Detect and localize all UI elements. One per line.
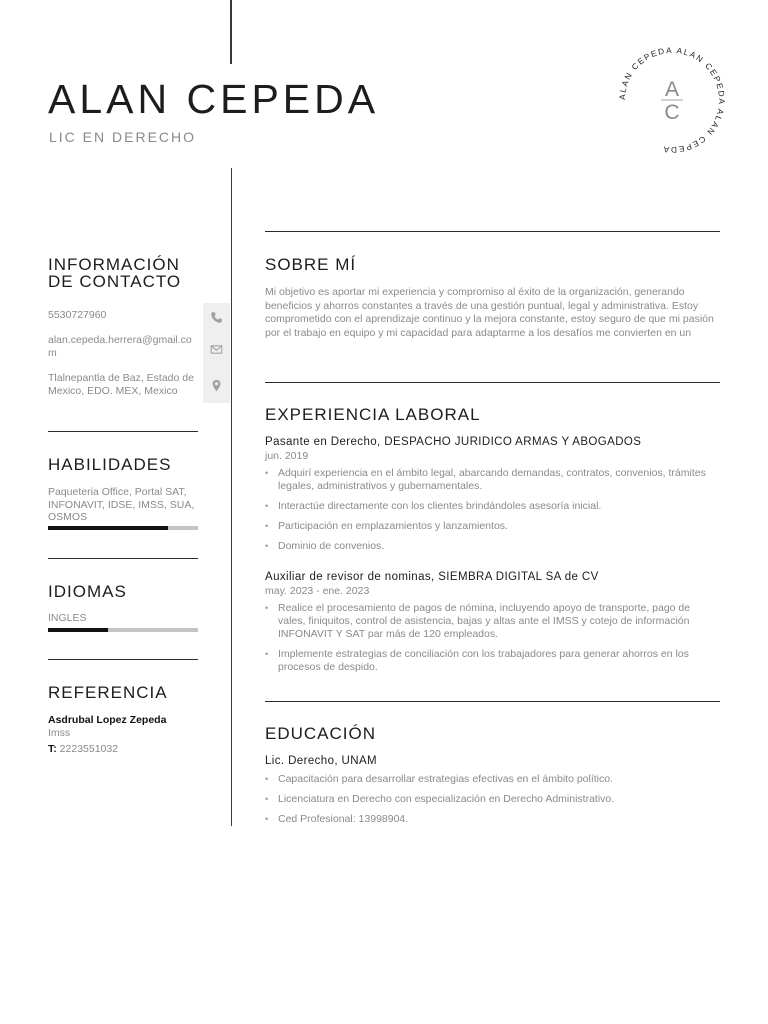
job-bullet: • Interactúe directamente con los clientes brindándoles asesoría inicial. <box>265 500 720 513</box>
experience-heading: EXPERIENCIA LABORAL <box>265 405 481 424</box>
main-divider <box>265 231 720 232</box>
languages-heading: IDIOMAS <box>48 582 127 601</box>
contact-phone-row <box>48 303 230 331</box>
resume-title: LIC EN DERECHO <box>49 129 197 145</box>
job-bullet: • Implemente estrategias de conciliación con los trabajadores para generar ahorros en los procesos de despido. <box>265 648 720 674</box>
monogram-letter-top: A <box>664 78 680 101</box>
contact-heading <box>48 256 181 290</box>
contact-address-row <box>48 367 230 403</box>
language-level-fill <box>48 628 108 632</box>
main-divider <box>265 382 720 383</box>
reference-phone-label: T: <box>48 743 57 755</box>
phone-icon <box>203 303 230 331</box>
education-bullet: • Ced Profesional: 13998904. <box>265 813 720 826</box>
language-label: INGLES <box>48 612 87 624</box>
skill-level-bar <box>48 526 198 530</box>
reference-phone[interactable]: 2223551032 <box>59 743 119 755</box>
job-date: jun. 2019 <box>265 450 309 462</box>
contact-heading-line1: INFORMACIÓN <box>48 255 180 274</box>
contact-phone[interactable]: 5530727960 <box>48 309 107 321</box>
about-heading: SOBRE MÍ <box>265 255 357 274</box>
job-date: may. 2023 - ene. 2023 <box>265 585 370 597</box>
job-bullet: • Adquirí experiencia en el ámbito legal, abarcando demandas, contratos, convenios, trámites legales, administrativos y gubernamentales. <box>265 467 720 493</box>
education-bullet: • Licenciatura en Derecho con especialización en Derecho Administrativo. <box>265 793 720 806</box>
monogram-ring-text: ALAN CEPEDA ALAN CEPEDA ALAN CEPEDA <box>617 45 727 155</box>
education-degree: Lic. Derecho, UNAM <box>265 755 378 767</box>
location-pin-icon <box>203 367 230 403</box>
monogram-seal-graphic <box>612 40 732 160</box>
sidebar-divider <box>48 659 198 660</box>
mail-icon <box>203 331 230 367</box>
contact-email-row <box>48 331 230 367</box>
reference-name: Asdrubal Lopez Zepeda <box>48 714 167 726</box>
education-heading: EDUCACIÓN <box>265 724 377 743</box>
contact-address: Tlalnepantla de Baz, Estado de Mexico, EDO. MEX, Mexico <box>48 372 194 397</box>
resume-name: ALAN CEPEDA <box>48 76 380 122</box>
main-divider <box>265 701 720 702</box>
education-bullets <box>265 773 720 826</box>
reference-company: Imss <box>48 727 71 739</box>
reference-phone-line <box>48 743 118 756</box>
top-vertical-divider <box>230 0 232 64</box>
job-bullets <box>265 467 720 553</box>
job-title: Pasante en Derecho, DESPACHO JURIDICO ARMAS Y ABOGADOS <box>265 436 642 448</box>
skills-heading: HABILIDADES <box>48 455 172 474</box>
contact-heading-line2: DE CONTACTO <box>48 272 182 291</box>
job-bullets <box>265 602 720 674</box>
sidebar-divider <box>48 558 198 559</box>
education-bullet: • Capacitación para desarrollar estrategias efectivas en el ámbito político. <box>265 773 720 786</box>
reference-heading: REFERENCIA <box>48 683 168 702</box>
main-vertical-divider <box>231 168 232 826</box>
job-title: Auxiliar de revisor de nominas, SIEMBRA DIGITAL SA de CV <box>265 571 599 583</box>
monogram-letter-bottom: C <box>664 101 680 124</box>
job-bullet: • Dominio de convenios. <box>265 540 720 553</box>
job-bullet: • Realice el procesamiento de pagos de nómina, incluyendo apoyo de transporte, pago de vales, finiquitos, control de asistencia, bajas y altas ante el IMSS y cotejo de información INFONAVIT Y SAT par más de 120 empleados. <box>265 602 720 641</box>
monogram-seal <box>612 40 732 160</box>
contact-email[interactable]: alan.cepeda.herrera@gmail.com <box>48 334 192 359</box>
language-level-bar <box>48 628 198 632</box>
skill-level-fill <box>48 526 168 530</box>
skill-label: Paqueteria Office, Portal SAT, INFONAVIT, IDSE, IMSS, SUA, OSMOS <box>48 486 195 523</box>
job-bullet: • Participación en emplazamientos y lanzamientos. <box>265 520 720 533</box>
sidebar-divider <box>48 431 198 432</box>
about-text: Mi objetivo es aportar mi experiencia y compromiso al éxito de la organización, generando beneficios y ahorros constantes a través de una gestión puntual, legal y administrativa. Estoy comprometido con el aprendizaje continuo y la mejora constante, estoy seguro de que mi pasión por el trabajo en equipo y mi capacidad para adaptarme a los desafíos me convierten en un <box>265 286 714 339</box>
